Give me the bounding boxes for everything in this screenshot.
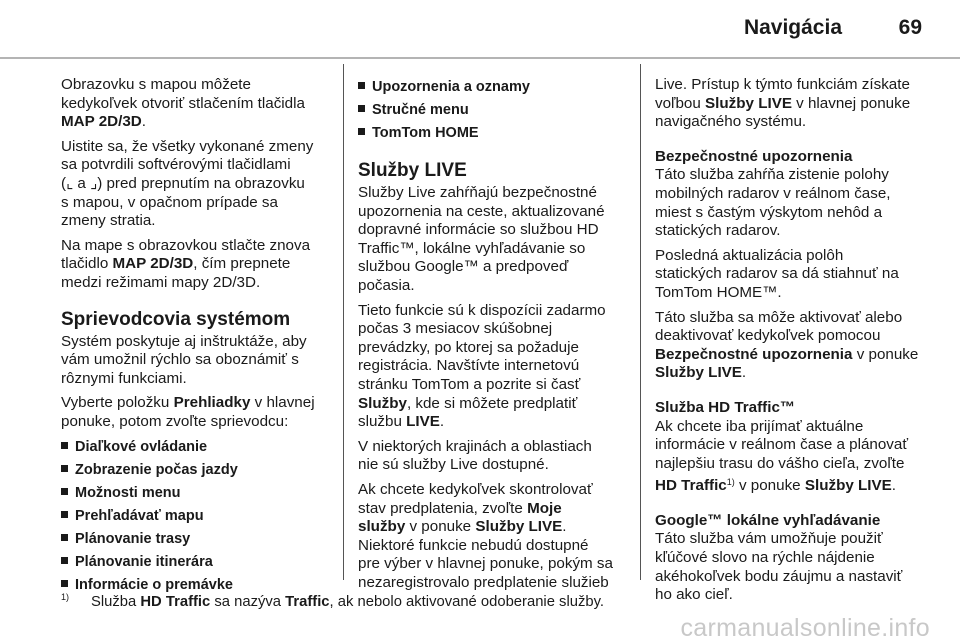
paragraph: Live. Prístup k týmto funkciám získate voľbou Služby LIVE v hlavnej ponuke navigačného systému. [655,76,911,131]
guide-list [61,438,329,594]
bullet-icon [358,82,365,89]
list-item: Zobrazenie počas jazdy [61,461,329,479]
paragraph: Ak chcete kedykoľvek skontrolovať stav predplatenia, zvoľte Moje služby v ponuke Služby LIVE. Niektoré funkcie nebudú dostupné pre výber v hlavnej ponuke, pokým sa nezaregistrovalo predplatenie služieb [358,480,613,591]
paragraph: Tieto funkcie sú k dispozícii zadarmo počas 3 mesiacov skúšobnej prevádzky, po ktorej sa požaduje registrácia. Navštívte internetovú stránku TomTom a pozrite si časť Služby, kde si môžete predplatiť službu LIVE. [358,301,606,431]
column-divider [343,64,344,580]
subsection-heading: Služba HD Traffic™ [655,398,796,416]
column-divider [640,64,641,580]
list-item: Diaľkové ovládanie [61,438,329,456]
paragraph: Táto služba zahŕňa zistenie polohy mobilných radarov v reálnom čase, miest s častým výskytom nehôd a statických radarov. [655,166,891,240]
bullet-icon [61,557,68,564]
paragraph: Uistite sa, že všetky vykonané zmeny sa potvrdili softvérovými tlačidlami (⌞ a ⌟) pred prepnutím na obrazovku s mapou, v opačnom prípade sa zmeny stratia. [61,137,314,230]
section-heading: Služby LIVE [358,160,467,181]
column-2 [358,76,628,598]
header-rule [0,57,960,59]
section-heading: Sprievodcovia systémom [61,308,291,330]
bullet-icon [61,511,68,518]
bullet-icon [358,105,365,112]
subsection-heading: Google™ lokálne vyhľadávanie [655,511,881,529]
list-item: Možnosti menu [61,484,329,502]
paragraph: Služby Live zahŕňajú bezpečnostné upozornenia na ceste, aktualizované dopravné informácie so službou HD Traffic™, lokálne vyhľadávanie so službou Google™ a predpoveď počasia. [358,184,605,294]
column-1 [61,76,329,599]
bullet-icon [61,442,68,449]
bullet-icon [358,128,365,135]
footnote-ref: 1) [726,477,735,488]
bullet-icon [61,580,68,587]
bullet-icon [61,488,68,495]
softkey-right-icon: ⌟ [90,174,98,192]
list-item: Plánovanie trasy [61,530,329,548]
paragraph: V niektorých krajinách a oblastiach nie sú služby Live dostupné. [358,437,592,474]
page-header [0,0,960,52]
button-name: MAP 2D/3D [61,113,142,131]
paragraph: Obrazovku s mapou môžete kedykoľvek otvoriť stlačením tlačidla MAP 2D/3D. [61,76,305,131]
list-item: Prehľadávať mapu [61,507,329,525]
softkey-left-icon: ⌞ [66,174,74,192]
paragraph: Táto služba sa môže aktivovať alebo deaktivovať kedykoľvek pomocou Bezpečnostné upozornenia v ponuke Služby LIVE. [655,308,919,382]
list-item: Plánovanie itinerára [61,553,329,571]
paragraph: Na mape s obrazovkou stlačte znova tlačidlo MAP 2D/3D, čím prepnete medzi režimami mapy 2D/3D. [61,236,311,291]
guide-list-continued [358,78,628,142]
list-item: TomTom HOME [358,124,628,142]
subsection-heading: Bezpečnostné upozornenia [655,147,853,165]
column-3 [655,76,930,611]
list-item: Stručné menu [358,101,628,119]
paragraph: Vyberte položku Prehliadky v hlavnej ponuke, potom zvoľte sprievodcu: [61,394,315,430]
watermark: carmanualsonline.info [680,614,930,642]
bullet-icon [61,534,68,541]
paragraph: Posledná aktualizácia polôh statických radarov sa dá stiahnuť na TomTom HOME™. [655,246,899,301]
footnote-mark: 1) [61,592,70,602]
page-number: 69 [898,16,922,39]
footnote: $^{1)}$ Služba HD Traffic sa nazýva Traffic, ak nebolo aktivované odoberanie služby. [61,592,605,610]
paragraph: Ak chcete iba prijímať aktuálne informácie v reálnom čase a plánovať najlepšiu trasu do vášho cieľa, zvoľte HD Traffic$^{1)}$ v ponuke Služby LIVE. [655,417,909,495]
section-title: Navigácia [743,16,842,39]
list-item: Upozornenia a oznamy [358,78,628,96]
paragraph: Systém poskytuje aj inštruktáže, aby vám umožnil rýchlo sa oboznámiť s rôznymi funkciami. [61,332,307,387]
list-item: Informácie o premávke [61,576,329,594]
paragraph: Táto služba vám umožňuje použiť kľúčové slovo na rýchle nájdenie akéhokoľvek bodu záujmu a nastaviť ho ako cieľ. [655,530,903,604]
bullet-icon [61,465,68,472]
